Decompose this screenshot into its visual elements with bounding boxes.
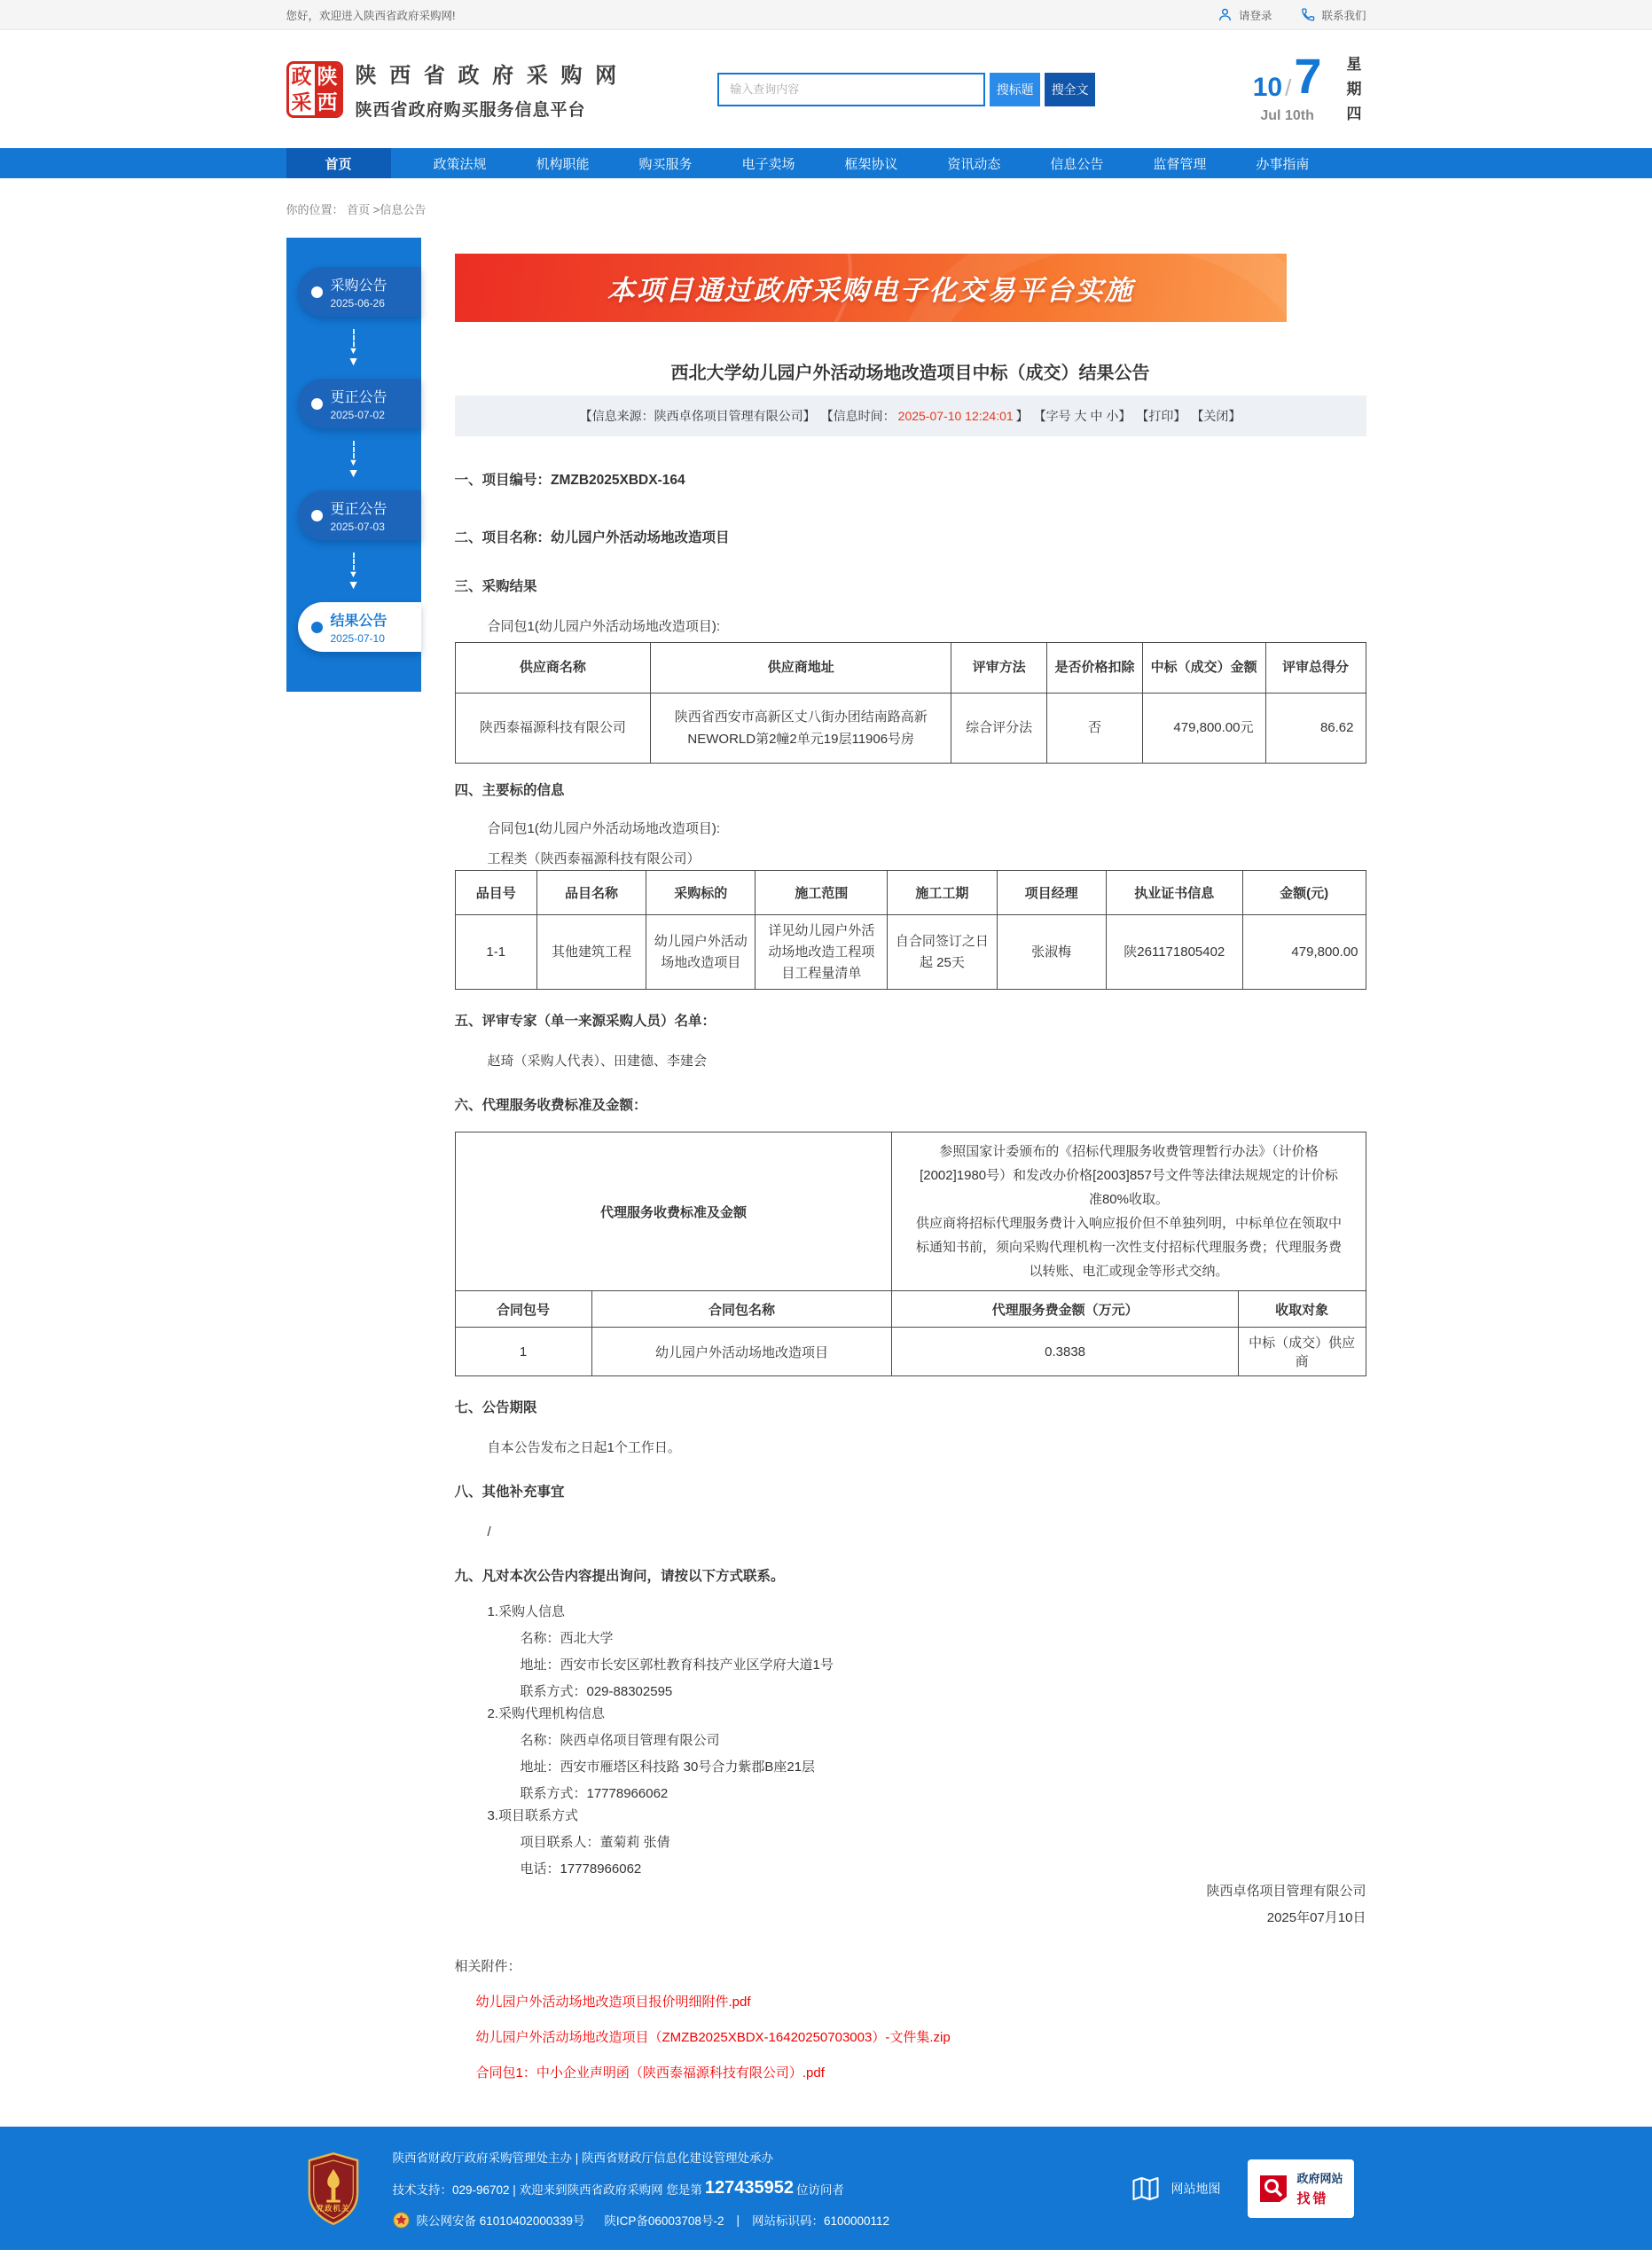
column-header: 合同包名称 [591,1291,892,1328]
contact-link[interactable] [1300,7,1366,23]
timeline-item-date: 2025-07-02 [330,409,385,421]
find-error-line1: 政府网站 [1296,2172,1343,2185]
timeline-item-correction-2[interactable] [298,490,421,540]
table-header-row [455,1291,1366,1328]
column-header: 采购标的 [646,871,756,915]
site-names [356,58,621,121]
banner-text: 本项目通过政府采购电子化交易平台实施 [607,275,1134,306]
sitemap-link[interactable] [1130,2173,1221,2205]
table-header-row [455,643,1366,694]
font-size-control[interactable]: 【字号 大 中 小】 [1033,409,1131,423]
section-5-heading: 五、评审专家（单一来源采购人员）名单： [454,1014,716,1029]
attachment-link-sme-declaration[interactable]: 合同包1：中小企业声明函（陕西泰福源科技有限公司）.pdf [475,2065,825,2081]
main-nav [0,148,1652,178]
section-2-heading: 二、项目名称：幼儿园户外活动场地改造项目 [454,530,730,545]
column-header: 品目号 [455,871,536,915]
emblem-label: 党政机关 [316,2203,350,2213]
footer-support-line [393,2178,890,2198]
find-error-badge[interactable] [1248,2159,1354,2218]
meta-time-label: 【信息时间： [820,409,896,423]
article-meta-bar [455,396,1366,436]
column-header: 代理服务费金额（万元） [892,1291,1238,1328]
section-1-heading: 一、项目编号：ZMZB2025XBDX-164 [454,473,685,488]
section-7-heading: 七、公告期限 [454,1400,537,1415]
section-3-package: 合同包1(幼儿园户外活动场地改造项目): [487,619,721,634]
date-separator: / [1285,74,1292,102]
date-month: 10 [1252,72,1283,102]
main-area [286,238,1366,2082]
contact-line: 项目联系人：董菊莉 张倩 [520,1835,670,1850]
nav-item-policies[interactable]: 政策法规 [433,156,487,172]
timeline-item-procurement[interactable] [298,267,421,317]
search-input[interactable] [717,73,985,106]
timeline-item-result-active[interactable] [298,602,421,652]
article-content [455,238,1366,2082]
footer-organizer-line: 陕西省财政厅政府采购管理处主办 | 陕西省财政厅信息化建设管理处承办 [392,2151,774,2165]
logo-char: 采 [291,90,312,114]
column-header: 施工范围 [756,871,888,915]
footer-divider: | [736,2213,740,2227]
subject-matter-table [455,870,1366,990]
search-title-button[interactable]: 搜标题 [990,73,1040,106]
date-english: Jul 10th [1260,107,1314,123]
construction-scope-cell: 详见幼儿园户外活动场地改造工程项目工程量清单 [756,915,888,990]
table-row [455,915,1366,990]
timeline-item-title: 采购公告 [330,278,388,294]
nav-item-framework[interactable]: 框架协议 [844,156,898,172]
table-row [455,1328,1366,1376]
security-record-link[interactable]: 陕公网安备 61010402000339号 [416,2214,585,2228]
section-4-package: 合同包1(幼儿园户外活动场地改造项目): [487,821,721,836]
table-row [455,694,1366,764]
timeline-dot-icon [311,286,323,298]
contact-line: 联系方式：17778966062 [520,1786,669,1801]
contact-block-title: 1.采购人信息 [487,1604,566,1619]
contact-line: 名称：西北大学 [520,1631,614,1646]
find-error-text [1296,2169,1343,2207]
nav-item-announcements[interactable]: 信息公告 [1050,156,1104,172]
nav-item-purchase-services[interactable]: 购买服务 [638,156,693,172]
supplier-address-cell: 陕西省西安市高新区丈八街办团结南路高新NEWORLD第2幢2单元19层11906号房 [651,694,951,764]
platform-banner [455,254,1287,322]
logo-char: 陕 [317,64,338,88]
column-header: 供应商名称 [455,643,651,694]
site-header [0,30,1652,148]
timeline-item-correction-1[interactable] [298,379,421,428]
contact-line: 联系方式：029-88302595 [520,1684,673,1699]
breadcrumb-current: 信息公告 [380,203,427,216]
logo-char: 政 [291,64,312,88]
logo-char: 西 [317,90,338,114]
column-header: 合同包号 [455,1291,591,1328]
package-no-cell: 1 [455,1328,591,1376]
item-name-cell: 其他建筑工程 [536,915,646,990]
section-3-heading: 三、采购结果 [454,579,537,594]
timeline-dot-icon [311,398,323,410]
user-icon [1217,7,1233,22]
timeline-item-date: 2025-07-10 [330,632,385,645]
package-name-cell: 幼儿园户外活动场地改造项目 [591,1328,892,1376]
footer-record-line [393,2211,890,2229]
nav-item-supervision[interactable]: 监督管理 [1153,156,1207,172]
signature-org: 陕西卓佲项目管理有限公司 [1206,1884,1366,1899]
section-8-heading: 八、其他补充事宜 [454,1485,565,1500]
date-weekday: 星期四 [1346,55,1362,122]
article-title: 西北大学幼儿园户外活动场地改造项目中标（成交）结果公告 [670,364,1150,383]
nav-item-news[interactable]: 资讯动态 [947,156,1001,172]
amount-cell: 479,800.00 [1242,915,1366,990]
price-deduction-cell: 否 [1047,694,1143,764]
breadcrumb-prefix: 你的位置： [286,203,344,216]
column-header: 项目经理 [997,871,1106,915]
project-manager-cell: 张淑梅 [997,915,1106,990]
timeline-down-arrow-icon: ▼ ▼ [286,317,421,379]
site-subtitle: 陕西省政府购买服务信息平台 [355,101,586,120]
map-icon [1130,2173,1162,2205]
footer-support-prefix: 技术支持：029-96702 | 欢迎来到陕西省政府采购网 您是第 [392,2183,702,2197]
announcement-timeline [286,238,421,692]
nav-item-guide[interactable]: 办事指南 [1256,156,1310,172]
timeline-down-arrow-icon: ▼ ▼ [286,428,421,490]
certificate-cell: 陕261171805402 [1106,915,1242,990]
column-header: 评审方法 [951,643,1047,694]
close-button[interactable]: 【关闭】 [1191,409,1241,423]
section-4-category: 工程类（陕西泰福源科技有限公司） [487,851,701,866]
contact-line: 地址：西安市雁塔区科技路 30号合力紫郡B座21层 [520,1759,816,1775]
phone-icon [1300,7,1315,22]
column-header: 供应商地址 [651,643,951,694]
topbar-actions [1217,7,1366,23]
column-header: 施工工期 [888,871,997,915]
construction-period-cell: 自合同签订之日起 25天 [888,915,997,990]
footer-text-block [393,2148,890,2229]
search-fulltext-button[interactable]: 搜全文 [1045,73,1095,106]
date-day: 7 [1294,48,1322,105]
review-score-cell: 86.62 [1265,694,1366,764]
agency-fee-desc-1: 参照国家计委颁布的《招标代理服务收费管理暂行办法》（计价格[2002]1980号）和发改办价格[2003]857号文件等法律法规规定的计价标准80%收取。 [920,1144,1338,1207]
contact-line: 电话：17778966062 [520,1861,642,1877]
section-8-body: / [487,1524,491,1540]
review-method-cell: 综合评分法 [951,694,1047,764]
award-amount-cell: 479,800.00元 [1142,694,1265,764]
section-4-heading: 四、主要标的信息 [454,783,565,798]
agency-fee-amount-cell: 0.3838 [892,1328,1238,1376]
timeline-item-date: 2025-06-26 [330,297,385,310]
nav-item-home[interactable]: 首页 [286,148,391,178]
government-emblem-icon [306,2151,361,2226]
table-row [455,1132,1366,1291]
nav-item-functions[interactable]: 机构职能 [536,156,590,172]
item-no-cell: 1-1 [455,915,536,990]
timeline-item-date: 2025-07-03 [330,521,385,533]
attachments-title: 相关附件： [454,1959,521,1974]
column-header: 收取对象 [1238,1291,1366,1328]
table-header-row [455,871,1366,915]
section-5-body: 赵琦（采购人代表）、田建德、李建会 [487,1054,708,1069]
agency-fee-table [455,1132,1366,1376]
contact-block-title: 3.项目联系方式 [487,1808,579,1823]
login-link[interactable] [1217,7,1272,23]
column-header: 中标（成交）金额 [1142,643,1265,694]
section-9-heading: 九、凡对本次公告内容提出询问，请按以下方式联系。 [454,1569,785,1584]
contact-line: 名称：陕西卓佲项目管理有限公司 [520,1733,720,1748]
attachment-link-quote-detail[interactable]: 幼儿园户外活动场地改造项目报价明细附件.pdf [475,1994,751,2010]
icp-record: 陕ICP备06003708号-2 [604,2214,724,2228]
column-header: 评审总得分 [1265,643,1366,694]
topbar [0,0,1652,30]
site-title: 陕 西 省 政 府 采 购 网 [355,64,621,88]
search-bar [717,73,1095,106]
visitor-count: 127435952 [704,2178,794,2198]
contact-block-title: 2.采购代理机构信息 [487,1706,606,1721]
column-header: 执业证书信息 [1106,871,1242,915]
date-widget [1252,48,1366,127]
attachment-link-file-set[interactable]: 幼儿园户外活动场地改造项目（ZMZB2025XBDX-16420250703003）-文件集.zip [475,2030,951,2045]
timeline-dot-icon [311,510,323,521]
nav-item-e-market[interactable]: 电子卖场 [741,156,795,172]
section-6-heading: 六、代理服务收费标准及金额： [454,1098,647,1113]
breadcrumb [286,178,1366,217]
print-button[interactable]: 【打印】 [1136,409,1186,423]
site-logo [286,61,343,118]
sitemap-label: 网站地图 [1170,2181,1221,2196]
timeline-down-arrow-icon: ▼ ▼ [286,540,421,602]
contact-label: 联系我们 [1321,9,1366,22]
timeline-item-title: 更正公告 [330,502,388,517]
find-error-logo-icon [1257,2173,1289,2205]
supplier-name-cell: 陕西泰福源科技有限公司 [455,694,651,764]
footer-support-suffix: 位访问者 [795,2183,844,2197]
column-header: 品目名称 [536,871,646,915]
login-label: 请登录 [1238,9,1272,22]
meta-time-close: 】 [1015,409,1029,423]
meta-source: 【信息来源：陕西卓佲项目管理有限公司】 [579,409,816,423]
column-header: 金额(元) [1242,871,1366,915]
agency-fee-desc-2: 供应商将招标代理服务费计入响应报价但不单独列明，中标单位在领取中标通知书前，须向采购代理机构一次性支付招标代理服务费；代理服务费以转账、电汇或现金等形式交纳。 [915,1216,1342,1279]
meta-time-value: 2025-07-10 12:24:01 [897,409,1014,423]
find-error-line2: 找错 [1296,2191,1329,2206]
site-code: 网站标识码：6100000112 [751,2214,890,2228]
column-header: 是否价格扣除 [1047,643,1143,694]
breadcrumb-separator: > [372,203,380,216]
timeline-item-title: 结果公告 [330,614,388,629]
site-footer [0,2127,1652,2250]
agency-fee-label-cell: 代理服务收费标准及金额 [455,1132,892,1291]
signature-date: 2025年07月10日 [1266,1910,1366,1925]
contact-line: 地址：西安市长安区郭杜教育科技产业区学府大道1号 [520,1657,834,1673]
breadcrumb-home-link[interactable]: 首页 [347,203,371,216]
timeline-item-title: 更正公告 [330,390,388,405]
fee-payer-cell: 中标（成交）供应商 [1238,1328,1366,1376]
procurement-result-table [455,642,1366,764]
procurement-subject-cell: 幼儿园户外活动场地改造项目 [646,915,756,990]
agency-fee-desc-cell [892,1132,1366,1291]
welcome-text: 您好，欢迎进入陕西省政府采购网! [286,9,456,22]
timeline-dot-icon [311,622,323,633]
footer-right-block [1130,2159,1354,2218]
police-badge-icon [393,2212,410,2229]
section-7-body: 自本公告发布之日起1个工作日。 [487,1440,681,1455]
